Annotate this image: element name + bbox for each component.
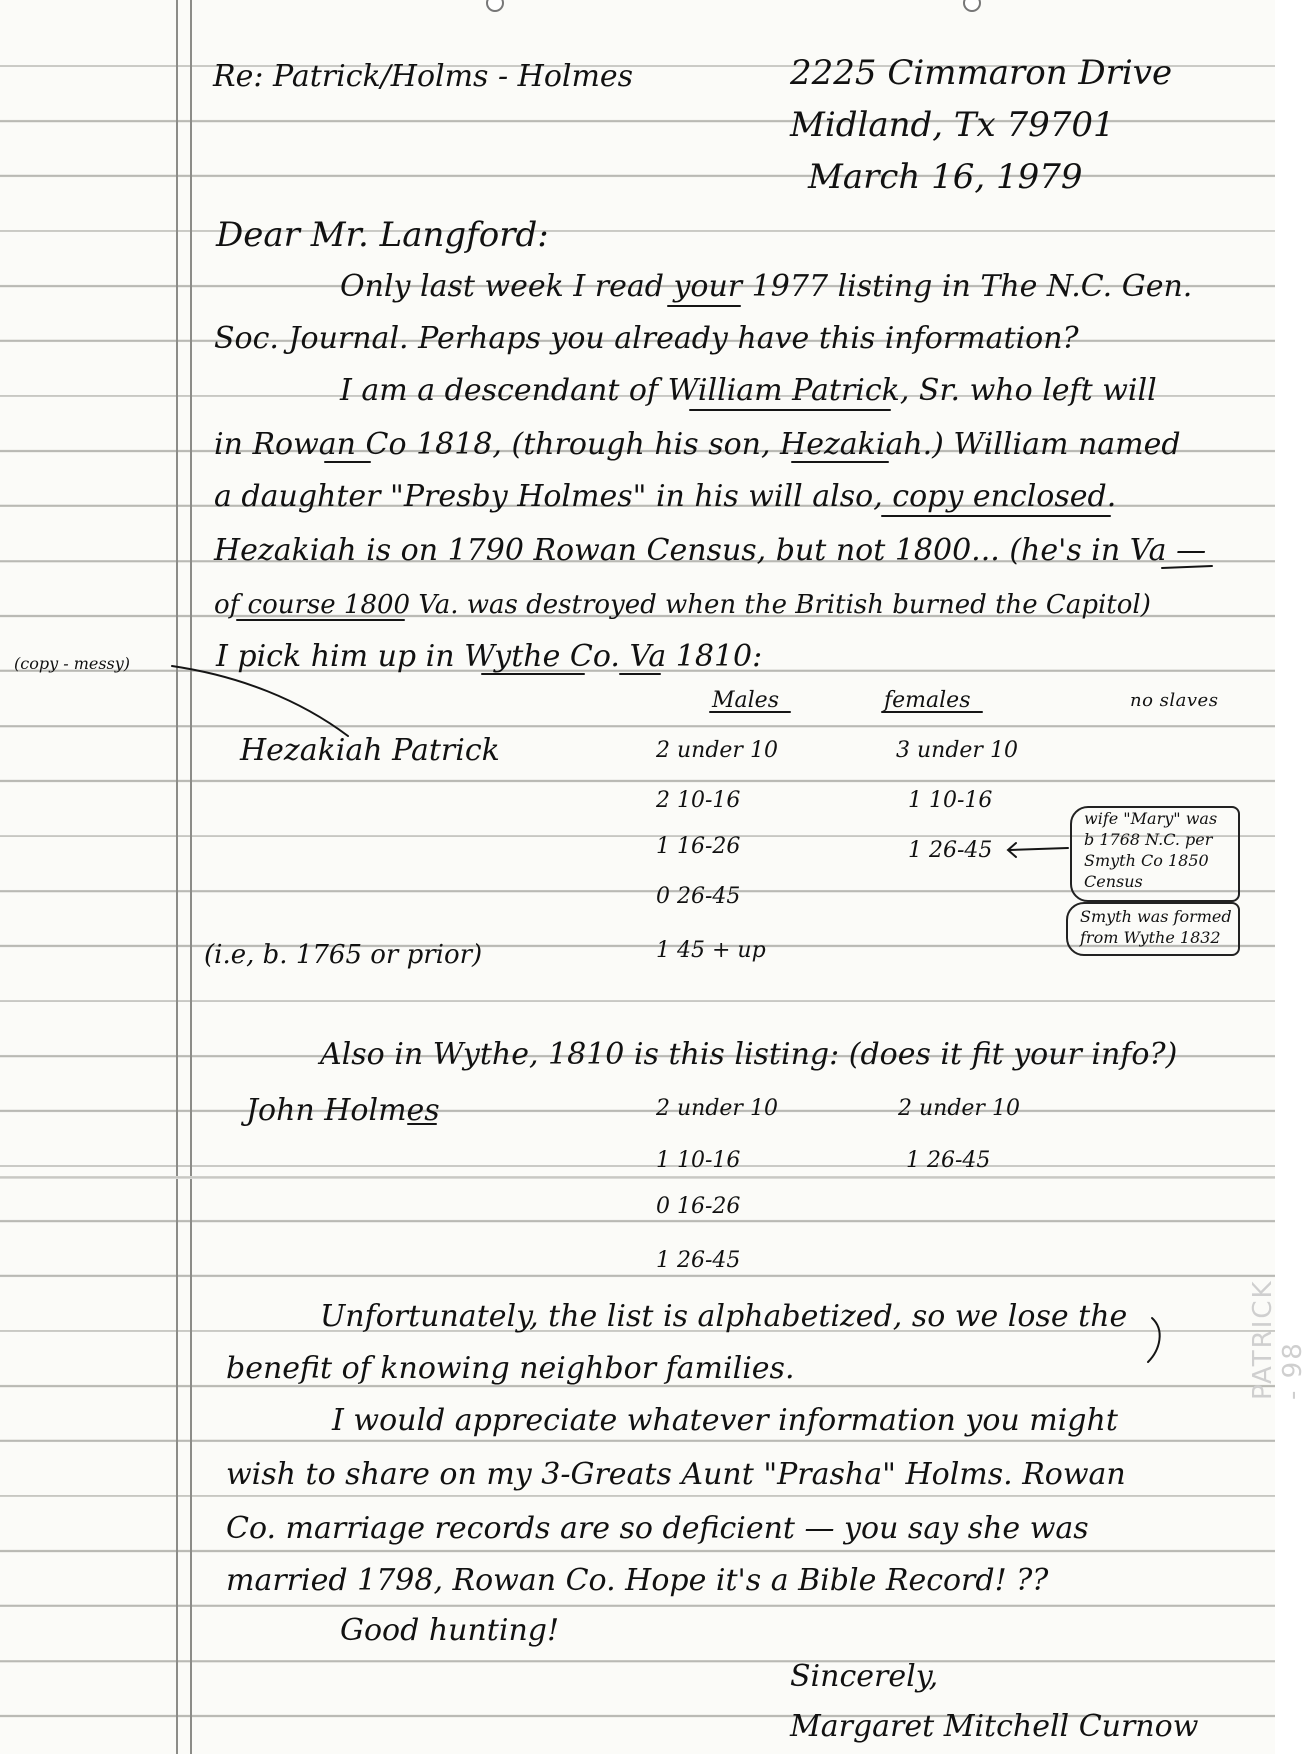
census-name: John Holmes	[246, 1093, 440, 1128]
census-males-row: 0 26-45	[656, 884, 741, 909]
also-line: Also in Wythe, 1810 is this listing: (does it fit your info?)	[320, 1037, 1178, 1072]
closing-line: wish to share on my 3-Greats Aunt "Prasha" Holms. Rowan	[226, 1457, 1126, 1492]
body-line: of course 1800 Va. was destroyed when the British burned the Capitol)	[214, 590, 1151, 620]
census-males-row: 2 10-16	[656, 788, 741, 813]
body-line: I am a descendant of William Patrick, Sr. who left will	[340, 373, 1157, 408]
census-females-row: 1 26-45	[906, 1148, 991, 1173]
side-note-wife: wife "Mary" was b 1768 N.C. per Smyth Co 1850 Census	[1084, 809, 1218, 891]
census-males-row: 0 16-26	[656, 1194, 741, 1219]
census-name: Hezakiah Patrick	[240, 733, 500, 768]
females-header: females	[884, 688, 971, 713]
address-street: 2225 Cimmaron Drive	[790, 53, 1173, 93]
census-males-row: 1 16-26	[656, 834, 741, 859]
census-females-row: 2 under 10	[898, 1096, 1020, 1121]
archive-stamp: PATRICK - 98	[1248, 1279, 1308, 1400]
signoff: Sincerely,	[790, 1659, 939, 1694]
arrow-to-note	[1010, 848, 1068, 850]
age-note: (i.e, b. 1765 or prior)	[204, 940, 483, 970]
body-line: a daughter "Presby Holmes" in his will also, copy enclosed.	[214, 479, 1117, 514]
closing-line: Good hunting!	[340, 1613, 560, 1648]
side-note-smyth: Smyth was formed from Wythe 1832	[1080, 907, 1232, 947]
census-females-row: 3 under 10	[896, 738, 1018, 763]
address-city: Midland, Tx 79701	[790, 105, 1115, 145]
census-males-row: 2 under 10	[656, 1096, 778, 1121]
closing-line: married 1798, Rowan Co. Hope it's a Bible Record! ??	[226, 1563, 1049, 1598]
closing-line: benefit of knowing neighbor families.	[226, 1351, 795, 1386]
body-line: Soc. Journal. Perhaps you already have this information?	[214, 321, 1079, 356]
re-line: Re: Patrick/Holms - Holmes	[213, 59, 634, 94]
census-males-row: 1 45 + up	[656, 938, 766, 963]
stray-mark	[1148, 1318, 1160, 1362]
census-males-row: 2 under 10	[656, 738, 778, 763]
slaves-header: no slaves	[1130, 690, 1219, 711]
letter-date: March 16, 1979	[808, 157, 1083, 197]
body-line: I pick him up in Wythe Co. Va 1810:	[216, 639, 763, 674]
leader-curve	[172, 666, 348, 736]
body-line: in Rowan Co 1818, (through his son, Hezakiah.) William named	[214, 427, 1181, 462]
salutation: Dear Mr. Langford:	[216, 215, 549, 255]
closing-line: Co. marriage records are so deficient — you say she was	[226, 1511, 1089, 1546]
males-header: Males	[712, 688, 779, 713]
closing-line: Unfortunately, the list is alphabetized, so we lose the	[320, 1299, 1128, 1334]
closing-line: I would appreciate whatever information you might	[332, 1403, 1118, 1438]
census-males-row: 1 26-45	[656, 1248, 741, 1273]
margin-note: (copy - messy)	[14, 654, 131, 673]
census-females-row: 1 26-45	[908, 838, 993, 863]
census-females-row: 1 10-16	[908, 788, 993, 813]
underline-va	[1162, 566, 1212, 568]
census-males-row: 1 10-16	[656, 1148, 741, 1173]
body-line: Hezakiah is on 1790 Rowan Census, but not 1800... (he's in Va —	[214, 533, 1207, 568]
body-line: Only last week I read your 1977 listing in The N.C. Gen.	[340, 269, 1193, 304]
signature: Margaret Mitchell Curnow	[790, 1709, 1199, 1744]
